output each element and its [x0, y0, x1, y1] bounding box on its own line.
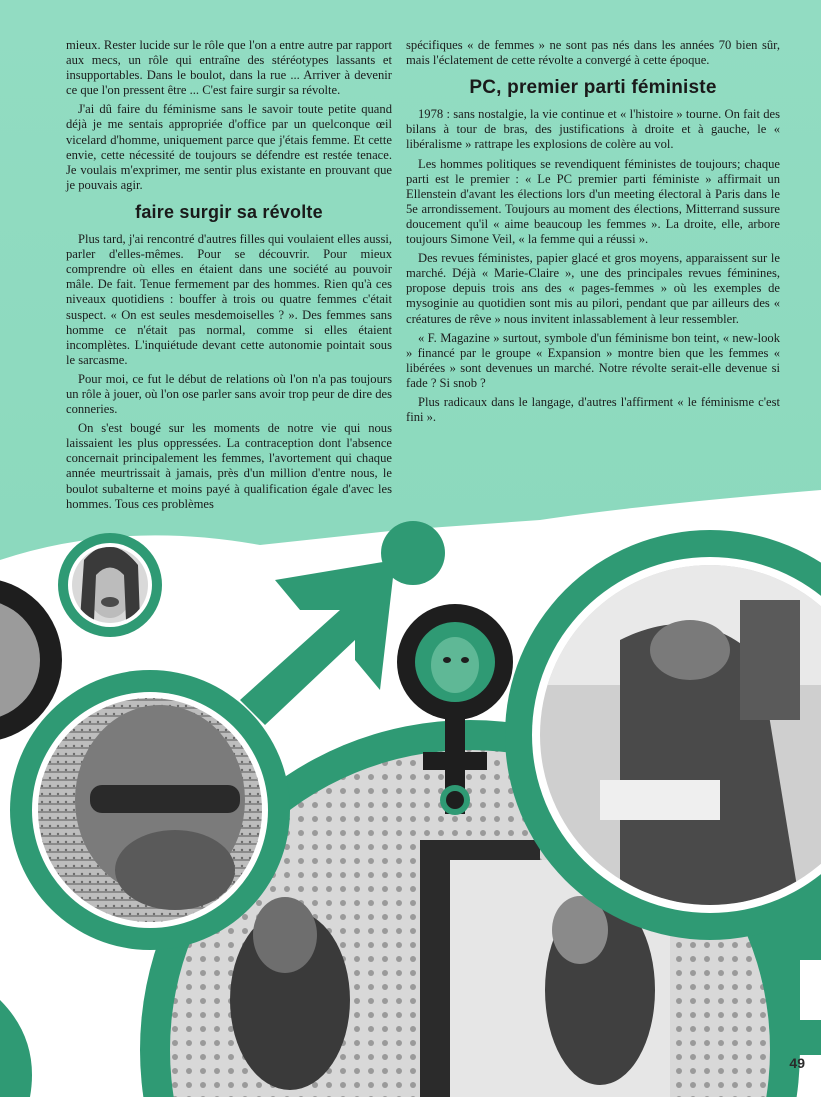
- section-heading: faire surgir sa révolte: [135, 201, 323, 222]
- paragraph: « F. Magazine » surtout, symbole d'un féminisme bon teint, « new-look » financé par le groupe « Expansion » montre bien que les femmes « libérées » sont devenues un marché. Notre révolte serait-elle devenue si fade ? Si snob ?: [406, 330, 780, 390]
- page-number: 49: [789, 1055, 805, 1071]
- green-dot: [381, 521, 445, 585]
- paragraph: spécifiques « de femmes » ne sont pas nés dans les années 70 bien sûr, mais l'éclatement de cette révolte a convergé à cette époque.: [406, 38, 780, 68]
- paragraph: On s'est bougé sur les moments de notre vie qui nous laissaient les plus oppressées. La contraception dont l'absence concernait principalement les femmes, l'avortement qui chaque année meurtrissait à jamais, près d'un million d'entre nous, le boulot subalterne et moins payé à qualification égale d'avec les hommes. Tous ces problèmes: [66, 421, 392, 511]
- paragraph: 1978 : sans nostalgie, la vie continue et « l'histoire » tourne. On fait des bilans à tour de bras, des justifications à droite et à gauche, le « libéralisme » rattrape les explosions de colère au vol.: [406, 107, 780, 152]
- paragraph: Les hommes politiques se revendiquent féministes de toujours; chaque parti est le premier : « Le PC premier parti féministe » affirmait un Ellenstein d'avant les élections lors d'un meeting électoral à Paris dans le 5e arrondissement. Toujours au moment des élections, Mitterrand sussure doucement qu'il « aime beaucoup les femmes ». La droite, elle, arbore toujours Simone Veil, « la femme qui a réussi ».: [406, 156, 780, 247]
- paragraph: Pour moi, ce fut le début de relations où l'on n'a pas toujours un rôle à jouer, où l'on ose parler sans avoir trop peur de dire des conneries.: [66, 371, 392, 417]
- paragraph: Plus tard, j'ai rencontré d'autres filles qui voulaient elles aussi, parler d'elles-mêmes. Pour se découvrir. Pour mieux comprendre où elles en étaient dans une société au pouvoir mâle. De fait. Tenue fermement par des hommes. Rien qu'à ces niveaux quotidiens : bouffer à trois ou quatre femmes c'était suspect. « On est seules mesdemoiselles ? ». Des femmes sans homme ce n'était pas normal, comme si elles étaient incomplètes. L'inquiétude devant cette autonomie pointait sous le sarcasme.: [66, 232, 392, 367]
- paragraph: Plus radicaux dans le langage, d'autres l'affirment « le féminisme c'est fini ».: [406, 394, 780, 425]
- section-heading: PC, premier parti féministe: [469, 77, 717, 99]
- paragraph: J'ai dû faire du féminisme sans le savoir toute petite quand déjà je me sentais appropriée d'office par un quelconque œil vicelard d'homme, uniquement parce que j'étais femme. Et cette envie, cette nécessité de toujours se défendre est restée tenace. Je voulais m'exprimer, me sentir plus existante en prouvant que je pouvais agir.: [66, 102, 392, 192]
- paragraph: Des revues féministes, papier glacé et gros moyens, apparaissent sur le marché. Déjà « Marie-Claire », une des principales revues féminines, propose depuis trois ans des « pages-femmes » où les exemples de mysoginie au quotidien sont mis au pilori, pendant que par ailleurs des « créatures de rêve » nous invitent inlassablement à leur ressembler.: [406, 251, 780, 326]
- female-symbol-photo: [415, 622, 495, 702]
- paragraph: mieux. Rester lucide sur le rôle que l'on a entre autre par rapport aux mecs, un rôle qui entraîne des stéréotypes lassants et insupportables. Dans le boulot, dans la rue ... Arriver à devenir ce que l'on pressent être ... C'est faire surgir sa révolte.: [66, 38, 392, 98]
- female-symbol-crossbar: [423, 752, 487, 770]
